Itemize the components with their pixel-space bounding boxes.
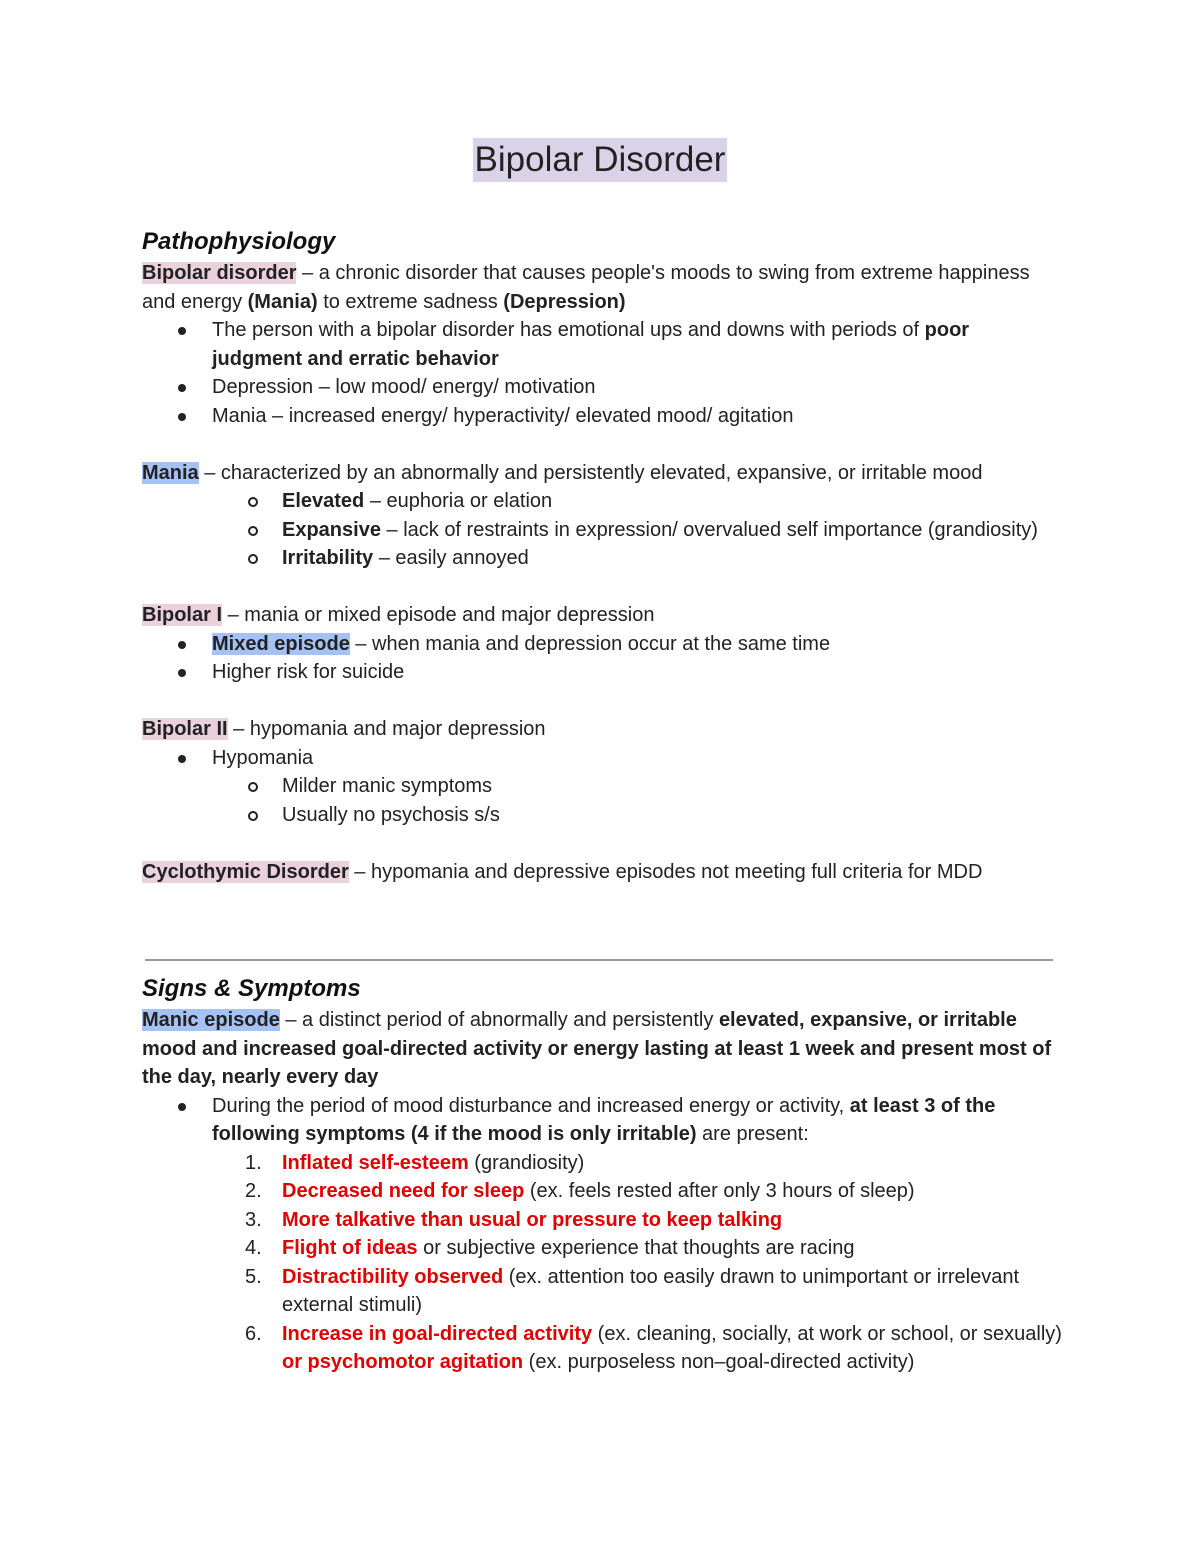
text: – a distinct period of abnormally and persistently (279, 1009, 719, 1031)
list-item (142, 373, 1062, 402)
term-mania: Mania (142, 461, 199, 484)
text: (ex. cleaning, socially, at work or school, or sexually) (592, 1322, 1062, 1345)
text: – hypomania and depressive episodes not meeting full criteria for MDD (348, 860, 983, 883)
item-number: 5. (245, 1265, 262, 1288)
circle-bullet-icon (248, 497, 258, 507)
list-item (142, 544, 1062, 573)
list-item (142, 772, 1062, 801)
section-heading-pathophysiology: Pathophysiology (142, 228, 336, 255)
text-bold: (Depression) (503, 290, 626, 313)
text: During the period of mood disturbance and increased energy or activity, (212, 1094, 850, 1117)
list-item (142, 1092, 1062, 1149)
item-number: 4. (245, 1237, 262, 1259)
text-red: More talkative than usual or pressure to keep talking (282, 1208, 783, 1231)
item-number: 6. (245, 1322, 262, 1345)
text: (ex. purposeless non–goal-directed activity) (523, 1351, 915, 1373)
text-red: Distractibility observed (282, 1265, 504, 1288)
text: – when mania and depression occur at the same time (349, 632, 831, 655)
text: – hypomania and major depression (227, 718, 546, 740)
bullet-icon (178, 755, 186, 763)
section-signs-symptoms (142, 974, 1062, 1377)
text: Usually no psychosis s/s (282, 803, 500, 826)
text-red: Decreased need for sleep (282, 1180, 525, 1202)
text: Higher risk for suicide (212, 661, 405, 683)
text-bold: Expansive (282, 518, 381, 541)
list-item (142, 402, 1062, 431)
term-cyclothymic: Cyclothymic Disorder (142, 860, 349, 883)
text-red: Increase in goal-directed activity (282, 1322, 593, 1345)
term-manic-episode: Manic episode (142, 1009, 280, 1031)
bipolar-definition (142, 259, 1062, 316)
bullet-icon (178, 669, 186, 677)
text-red: or psychomotor agitation (282, 1351, 524, 1373)
manic-episode-definition (142, 1006, 1062, 1092)
term-bipolar-disorder: Bipolar disorder (142, 262, 297, 284)
text: – lack of restraints in expression/ overvalued self importance (grandiosity) (380, 518, 1038, 541)
bipolar-2-definition (142, 715, 1062, 744)
section-heading-signs-symptoms: Signs & Symptoms (142, 975, 361, 1002)
bullet-icon (178, 1103, 186, 1111)
text: – euphoria or elation (364, 490, 553, 512)
title-block (0, 138, 1200, 182)
text: Hypomania (212, 746, 314, 769)
text: – easily annoyed (373, 547, 529, 569)
numbered-item (142, 1177, 1062, 1206)
list-item (142, 744, 1062, 773)
text-bold: Elevated (282, 490, 365, 512)
text: The person with a bipolar disorder has emotional ups and downs with periods of (212, 319, 925, 341)
circle-bullet-icon (248, 554, 258, 564)
term-bipolar-2: Bipolar II (142, 718, 228, 740)
list-item (142, 487, 1062, 516)
list-item (142, 658, 1062, 687)
item-number: 3. (245, 1208, 262, 1231)
bipolar-1-definition (142, 601, 1062, 630)
circle-bullet-icon (248, 782, 258, 792)
horizontal-divider (145, 959, 1053, 961)
text: – characterized by an abnormally and persistently elevated, expansive, or irritable mood (198, 461, 983, 484)
text: to extreme sadness (317, 290, 504, 313)
numbered-item (142, 1149, 1062, 1178)
text: Depression – low mood/ energy/ motivation (212, 376, 596, 398)
text-bold: Irritability (282, 547, 374, 569)
bullet-icon (178, 413, 186, 421)
mania-definition (142, 459, 1062, 488)
circle-bullet-icon (248, 811, 258, 821)
list-item (142, 801, 1062, 830)
bullet-icon (178, 384, 186, 392)
item-number: 2. (245, 1180, 262, 1202)
cyclothymic-definition (142, 858, 1062, 887)
text-bold: poor judgment and erratic behavior (212, 319, 970, 370)
circle-bullet-icon (248, 526, 258, 536)
text: are present: (696, 1123, 809, 1145)
text: Milder manic symptoms (282, 775, 493, 797)
list-item (142, 316, 1062, 373)
numbered-item (142, 1206, 1062, 1235)
text: or subjective experience that thoughts are racing (417, 1237, 855, 1259)
text-bold: elevated, expansive, or irritable mood and increased goal-directed activity or energy lasting at least 1 week and present most of the day, nearly every day (142, 1009, 1052, 1088)
text-red: Inflated self-esteem (282, 1151, 469, 1174)
text-red: Flight of ideas (282, 1237, 418, 1259)
text: – mania or mixed episode and major depression (222, 604, 655, 626)
item-number: 1. (245, 1151, 262, 1174)
text-bold: at least 3 of the following symptoms (4 if the mood is only irritable) (212, 1094, 996, 1145)
numbered-item (142, 1320, 1062, 1377)
text: (ex. attention too easily drawn to unimportant or irrelevant external stimuli) (282, 1265, 1020, 1316)
numbered-item (142, 1263, 1062, 1320)
text: Mania – increased energy/ hyperactivity/ elevated mood/ agitation (212, 404, 794, 427)
text-bold: (Mania) (247, 290, 318, 313)
section-pathophysiology (142, 227, 1062, 886)
bullet-icon (178, 641, 186, 649)
term-mixed-episode: Mixed episode (212, 632, 350, 655)
page-title: Bipolar Disorder (473, 138, 728, 182)
text: (grandiosity) (468, 1151, 585, 1174)
numbered-item (142, 1234, 1062, 1263)
term-bipolar-1: Bipolar I (142, 604, 223, 626)
bullet-icon (178, 327, 186, 335)
list-item (142, 630, 1062, 659)
list-item (142, 516, 1062, 545)
text: (ex. feels rested after only 3 hours of sleep) (524, 1180, 915, 1202)
text: – a chronic disorder that causes people's moods to swing from extreme happiness and energy (142, 262, 1030, 313)
